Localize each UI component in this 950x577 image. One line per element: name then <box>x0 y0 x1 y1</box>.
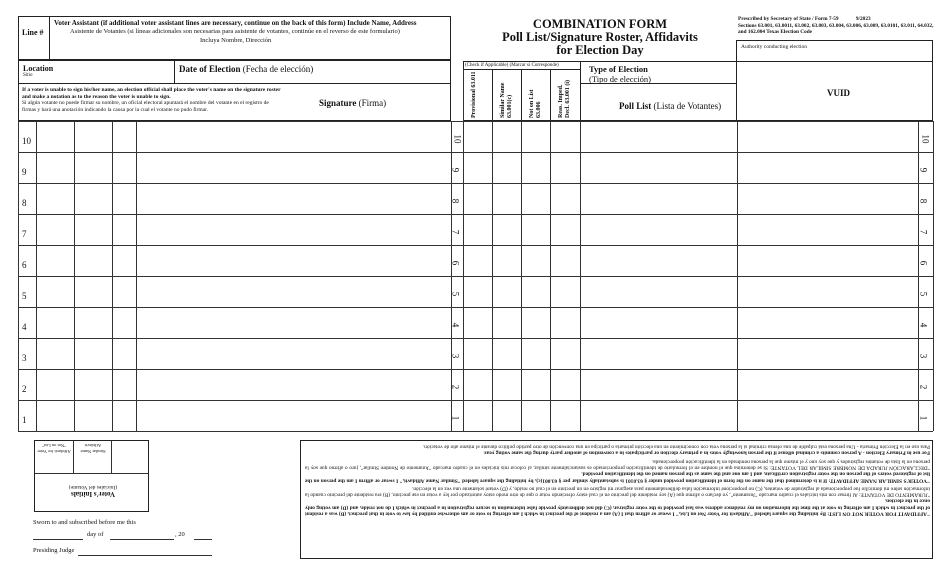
type-of-election-label: Type of Election <box>589 64 648 74</box>
check-cell[interactable] <box>493 370 520 399</box>
sworn-year-field[interactable] <box>194 539 212 540</box>
col-similar-name-header <box>492 69 522 121</box>
vuid-cell[interactable] <box>738 215 917 244</box>
unable-to-sign-note: If a voter is unable to sign his/her name, an election official shall place the voter's name on the signature roster and make a notation as to the reason the voter is unable to sign. <box>22 87 281 100</box>
check-cell[interactable] <box>522 122 549 151</box>
check-cell[interactable] <box>464 215 491 244</box>
line-number-rotated-right: 7 <box>918 229 929 235</box>
line-number: 2 <box>22 384 27 394</box>
col-reas-imped-header <box>550 69 581 121</box>
sworn-day-field[interactable] <box>33 539 83 540</box>
check-if-applicable-label: (Check if Applicable) (Marcar si Corresponde) <box>465 63 559 68</box>
signature-cell[interactable] <box>136 308 450 337</box>
check-cell[interactable] <box>522 308 549 337</box>
line-number-rotated-right: 5 <box>918 291 929 297</box>
poll-list-cell[interactable] <box>581 215 736 244</box>
col-not-on-list-header <box>521 69 551 121</box>
primary-penalty-text: For use in Primary Election - A person commits a criminal offense if the person knowingly votes in a primary election or participates in a convention of another party during the same voting year. <box>483 449 930 456</box>
poll-list-cell[interactable] <box>581 308 736 337</box>
line-number-rotated-center: 1 <box>450 415 461 421</box>
col-provisional-header <box>463 69 493 121</box>
date-of-election-label: Date of Election <box>179 64 241 74</box>
line-number-rotated-center: 4 <box>450 322 461 328</box>
check-cell[interactable] <box>464 401 491 430</box>
grid-row-rule <box>451 431 933 432</box>
check-cell[interactable] <box>522 277 549 306</box>
check-cell[interactable] <box>493 277 520 306</box>
col-similar-name-label: Similar Name 63.001(c) <box>500 82 513 118</box>
line-number-rotated-right: 1 <box>918 415 929 421</box>
poll-list-cell[interactable] <box>581 401 736 430</box>
poll-list-label: Poll List <box>619 101 652 111</box>
line-number-rotated-right: 2 <box>918 384 929 390</box>
signature-cell[interactable] <box>136 370 450 399</box>
affidavit-text-box <box>300 440 933 559</box>
form-subtitle: Poll List/Signature Roster, Affidavits <box>502 30 698 44</box>
line-number: 9 <box>22 167 27 177</box>
line-number-rotated-center: 5 <box>450 291 461 297</box>
signature-cell[interactable] <box>136 122 450 151</box>
check-cell[interactable] <box>493 339 520 368</box>
vuid-cell[interactable] <box>738 153 917 182</box>
presiding-judge-signature-field[interactable] <box>78 555 212 556</box>
voter-assistant-label-es-2: Incluya Nombre, Dirección <box>200 37 272 44</box>
date-of-election-cell[interactable] <box>174 60 451 84</box>
line-number-rotated-center: 7 <box>450 229 461 235</box>
signature-label: Signature <box>319 98 357 108</box>
check-cell[interactable] <box>493 184 520 213</box>
check-cell[interactable] <box>522 153 549 182</box>
check-cell[interactable] <box>551 215 578 244</box>
poll-list-cell[interactable] <box>581 246 736 275</box>
affidavit-not-on-list-text: "AFFIDAVIT FOR VOTER NOT ON LIST: By initialing the square labeled "Affidavit for Voter Not on List," I swear or affirm that I (A) am a resident of the precinct in which I am offering to vote or am otherwise entitled by law to vote in that precinct, (B) was a resident of the precinct in which I am offering to vote at the time the information on my residence address was last provided to the voter registrar, (C) did not deliberately provide false information to secure registration in a precinct in which I do not reside, and (D) am voting only once in the election. <box>305 497 930 517</box>
check-cell[interactable] <box>551 308 578 337</box>
similar-name-affidavit-short-label: Similar Name Affidavit <box>80 443 106 454</box>
vuid-cell[interactable] <box>738 370 917 399</box>
voter-assistant-label: Voter Assistant (if additional voter assistant lines are necessary, continue on the back of this form) Include Name, Address <box>54 19 417 27</box>
line-number-rotated-center: 8 <box>450 198 461 204</box>
poll-list-cell[interactable] <box>581 184 736 213</box>
col-not-on-list-label: Not on List 63.006 <box>529 89 542 118</box>
poll-list-label-es: (Lista de Votantes) <box>653 101 722 111</box>
line-number-rotated-right: 9 <box>918 167 929 173</box>
signature-cell[interactable] <box>136 184 450 213</box>
affidavit-not-on-list-text-es: "JURAMENTO DE VOTANTE: Al firmar con mis iniciales el cuadro marcado "Juramento", yo declaro o afirmo que (A) soy residente del precinto en el cual estoy ofreciendo votar o que de otro modo estoy autorizado por ley a votar en ese precinto, (B) era residente del precinto cuando la información sobre mi domicilio fue proporcionada al registrador de votantes, (C) no proporcioné información falsa deliberadamente para asegurar mi registro en un precinto en el cual no resido, y (D) votaré solamente una vez en la elección. <box>305 485 930 498</box>
voters-initials-label: Voter's Initials <box>71 490 115 498</box>
check-cell[interactable] <box>522 215 549 244</box>
line-number: 5 <box>22 291 27 301</box>
check-cell[interactable] <box>493 215 520 244</box>
sworn-month-field[interactable] <box>110 539 174 540</box>
signature-cell[interactable] <box>136 153 450 182</box>
statute-sections: Sections 63.001, 63.0011, 63.002, 63.003, 63.004, 63.006, 63.009, 63.0101, 63.011, 64.032, and 162.004 Texas Election Code <box>738 22 934 35</box>
similar-name-affidavit-text-es: "DECLARACIÓN JURADA DE NOMBRE SIMILAR DEL VOTANTE: Si se determina que el nombre en el formulario de identificación proporcionado es sustancialmente similar, al colocar mis iniciales en el cuadro marcado "Juramento de Nombre Similar", juro o afirmo que soy la persona en la lista de votantes registrados y que soy uno y el mismo que la persona nombrada en la identificación proporcionada. <box>305 457 930 471</box>
vuid-label: VUID <box>827 88 851 98</box>
grid-column-rule <box>933 121 934 431</box>
signature-cell[interactable] <box>136 339 450 368</box>
affidavit-not-on-list-short-label: Affidavit for Voter "Not on List" <box>37 443 71 454</box>
line-number-rotated-right: 8 <box>918 198 929 204</box>
form-title: COMBINATION FORM <box>532 17 668 31</box>
check-cell[interactable] <box>493 401 520 430</box>
date-of-election-label-es: (Fecha de elección) <box>242 64 314 74</box>
signature-header-cell <box>18 83 451 121</box>
signature-cell[interactable] <box>136 277 450 306</box>
line-number: 6 <box>22 260 27 270</box>
check-cell[interactable] <box>551 246 578 275</box>
type-of-election-cell <box>580 61 737 84</box>
check-cell[interactable] <box>522 339 549 368</box>
presiding-judge-label: Presiding Judge <box>33 547 75 554</box>
unable-to-sign-note-es: Si algún votante no puede firmar su nombre, un oficial electoral apuntará el nombre del votante en el registro de firmas y hará una anotación indicando la causa por la cual el votante no pudo firmar. <box>22 100 269 113</box>
voter-assistant-label-es: Asistente de Votantes (si líneas adicionales son necesarias para asistente de votantes, continúe en el reverso de este formulario) <box>70 28 400 35</box>
check-cell[interactable] <box>551 277 578 306</box>
check-cell[interactable] <box>493 153 520 182</box>
poll-list-cell[interactable] <box>581 153 736 182</box>
check-cell[interactable] <box>464 153 491 182</box>
vuid-cell[interactable] <box>738 277 917 306</box>
poll-list-header-cell <box>580 83 737 121</box>
signature-cell[interactable] <box>136 215 450 244</box>
line-number: 7 <box>22 229 27 239</box>
form-subtitle-2: for Election Day <box>556 43 644 57</box>
vuid-header-cell <box>736 61 933 121</box>
col-provisional-label: Provisional 63.011 <box>471 71 477 118</box>
grid-column-rule <box>463 69 464 121</box>
signature-label-es: (Firma) <box>358 98 387 108</box>
check-cell[interactable] <box>522 370 549 399</box>
line-number: 8 <box>22 198 27 208</box>
line-number-rotated-center: 3 <box>450 353 461 359</box>
type-of-election-label-es: (Tipo de elección) <box>589 74 652 84</box>
poll-list-cell[interactable] <box>581 370 736 399</box>
prescribed-by: Prescribed by Secretary of State / Form 7-59 <box>738 16 839 22</box>
authority-label: Authority conducting election <box>741 44 807 50</box>
line-number-rotated-right: 6 <box>918 260 929 266</box>
voter-assistant-header-cell <box>49 16 451 60</box>
check-cell[interactable] <box>522 401 549 430</box>
signature-cell[interactable] <box>136 401 450 430</box>
check-cell[interactable] <box>551 339 578 368</box>
line-number-rotated-right: 3 <box>918 353 929 359</box>
check-cell[interactable] <box>493 122 520 151</box>
check-cell[interactable] <box>551 370 578 399</box>
primary-penalty-text-es: Para uso en la Elección Primaria - Una persona está culpable de una ofensa criminal si la persona vota con conocimiento en una elección primaria o participa en una convención de otro partido político durante el mismo año de votación. <box>422 443 930 450</box>
check-cell[interactable] <box>493 246 520 275</box>
check-cell[interactable] <box>551 184 578 213</box>
check-cell[interactable] <box>464 184 491 213</box>
line-number-rotated-center: 9 <box>450 167 461 173</box>
affidavit-initials-box <box>34 440 149 512</box>
check-cell[interactable] <box>464 339 491 368</box>
check-cell[interactable] <box>464 277 491 306</box>
day-of-label: day of <box>87 531 104 538</box>
line-number: 1 <box>22 415 27 425</box>
signature-cell[interactable] <box>136 246 450 275</box>
authority-conducting-election-cell[interactable] <box>736 40 933 62</box>
line-number-rotated-center: 10 <box>452 134 463 144</box>
poll-list-cell[interactable] <box>581 277 736 306</box>
location-label-es: Sitio <box>23 73 33 78</box>
location-cell[interactable] <box>18 60 175 84</box>
check-cell[interactable] <box>522 184 549 213</box>
vuid-cell[interactable] <box>738 184 917 213</box>
year-prefix-label: , 20 <box>175 531 185 538</box>
check-cell[interactable] <box>493 308 520 337</box>
similar-name-affidavit-text: "VOTER'S SIMILAR NAME AFFIDAVIT: If it is determined that the name on the form of identification provided under § 63.0101 is substantially similar per § 63.001(c), by initialing the square labeled "Similar Name Affidavit," I swear or affirm I am the person on the list of registered voters of the person on the voter registration certificate, and I am one and the same as the person named on the identification provided. <box>305 470 930 483</box>
voters-initials-label-es: (Iniciales del Votante) <box>68 484 118 490</box>
form-date: 9/2023 <box>855 16 871 22</box>
vuid-cell[interactable] <box>738 339 917 368</box>
location-label: Location <box>23 64 54 73</box>
check-cell[interactable] <box>464 122 491 151</box>
vuid-cell[interactable] <box>738 308 917 337</box>
line-number: 10 <box>22 136 31 146</box>
line-number-rotated-center: 2 <box>450 384 461 390</box>
check-cell[interactable] <box>464 308 491 337</box>
line-number-rotated-center: 6 <box>450 260 461 266</box>
col-reas-imped-label: Reas. Imped. Decl. 63.001 (i) <box>558 80 571 118</box>
line-number-header-cell <box>18 16 50 60</box>
vuid-cell[interactable] <box>738 401 917 430</box>
line-number: 4 <box>22 322 27 332</box>
sworn-statement: Sworn to and subscribed before me this <box>33 519 136 526</box>
check-cell[interactable] <box>551 153 578 182</box>
poll-list-cell[interactable] <box>581 122 736 151</box>
vuid-cell[interactable] <box>738 122 917 151</box>
check-cell[interactable] <box>464 246 491 275</box>
line-number-rotated-right: 4 <box>918 322 929 328</box>
vuid-cell[interactable] <box>738 246 917 275</box>
line-number-label: Line # <box>22 28 44 37</box>
check-cell[interactable] <box>522 246 549 275</box>
poll-list-cell[interactable] <box>581 339 736 368</box>
check-cell[interactable] <box>551 122 578 151</box>
check-cell[interactable] <box>551 401 578 430</box>
line-number-rotated-right: 10 <box>920 134 931 144</box>
line-number: 3 <box>22 353 27 363</box>
grid-row-rule <box>18 431 451 432</box>
check-cell[interactable] <box>464 370 491 399</box>
